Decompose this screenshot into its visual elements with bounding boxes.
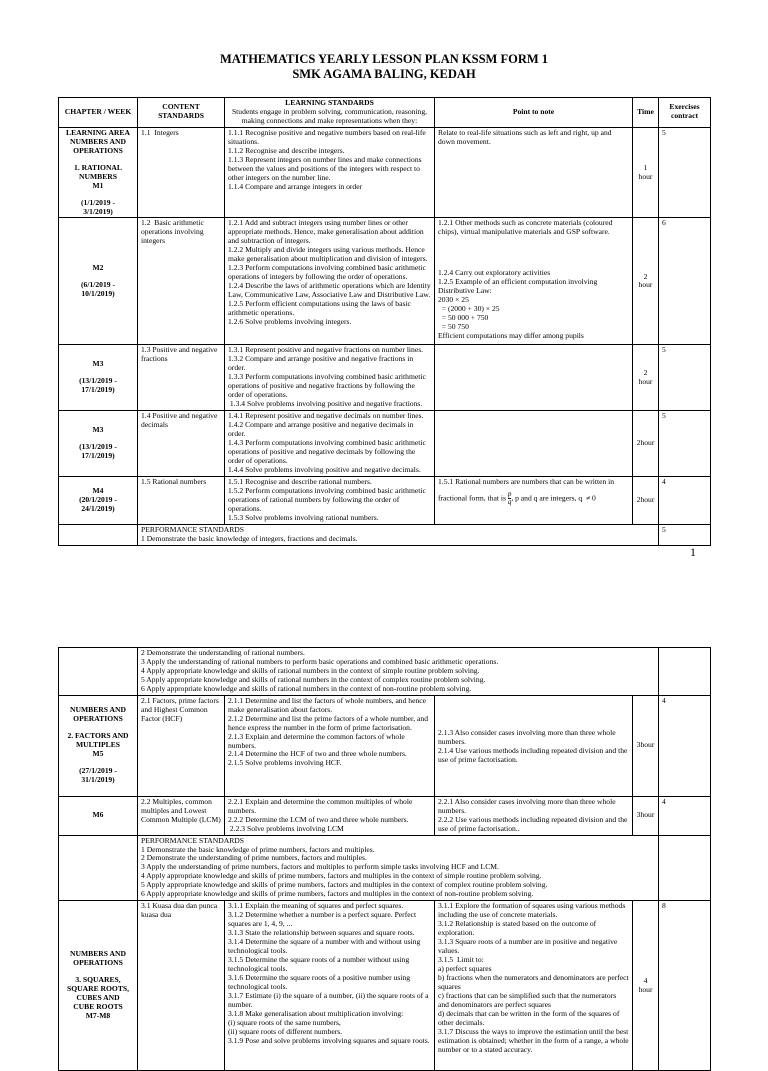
point-line: 1.2.1 Other methods such as concrete materials (coloured chips), virtual manipulative materials and GSP software. <box>438 218 615 237</box>
learning-standards-cell <box>225 218 435 345</box>
point-line: 3.1.5 Limit to: <box>438 954 484 964</box>
performance-standards-row <box>59 524 711 545</box>
point-line: 3.1.1 Explore the formation of squares using various methods including the use of concrete materials. <box>438 901 628 920</box>
learning-line: 3.1.6 Determine the square roots of a positive number using technological tools. <box>228 972 412 991</box>
header-content-standards: CONTENT STANDARDS <box>138 98 225 128</box>
learning-line: 1.4.3 Perform computations involving combined basic arithmetic operations of positive and negative decimals by following the order of operations. <box>228 438 428 465</box>
header-chapter: CHAPTER / WEEK <box>59 98 138 128</box>
chapter-line: M2 <box>92 263 104 273</box>
exercises-cell: 5 <box>659 127 711 218</box>
point-line <box>438 705 629 713</box>
performance-label: PERFORMANCE STANDARDS <box>141 835 244 845</box>
learning-standards-cell <box>225 411 435 477</box>
chapter-line: 24/1/2019) <box>81 503 115 513</box>
performance-line: 2 Demonstrate the understanding of rational numbers. <box>141 648 305 657</box>
point-line: 2.2.1 Also consider cases involving more than three whole numbers. <box>438 796 618 815</box>
content-standard-cell <box>138 476 225 524</box>
performance-empty-cell <box>59 835 138 901</box>
time-cell: 3hour <box>633 695 659 796</box>
learning-line: 3.1.9 Pose and solve problems involving squares and square roots. <box>228 1035 430 1045</box>
document-title: MATHEMATICS YEARLY LESSON PLAN KSSM FORM 1 <box>219 52 549 66</box>
point-to-note-cell <box>435 476 633 524</box>
point-line <box>438 491 629 506</box>
header-exercises: Exercises contract <box>659 98 711 128</box>
point-to-note-cell <box>435 695 633 796</box>
exercises-cell: 8 <box>659 901 711 1071</box>
performance-line: 6 Apply appropriate knowledge and skills of prime numbers, factors and multiples in the context of non-routine problem solving. <box>141 889 534 899</box>
performance-empty-cell <box>59 648 138 696</box>
chapter-line: 17/1/2019) <box>81 385 115 395</box>
time-cell: 3hour <box>633 796 659 835</box>
learning-line: 1.3.3 Perform computations involving combined basic arithmetic operations of positive and negative fractions by following the order of operations. <box>228 372 428 400</box>
content-line: 2.2 Multiples, common multiples and Lowest Common Multiple (LCM) <box>141 796 221 824</box>
point-line: 1.2.5 Example of an efficient computation involving Distributive Law: <box>438 277 600 296</box>
point-line: 2.2.2 Use various methods including repeated division and the use of prime factorisation.. <box>438 814 630 833</box>
learning-line: 1.3.2 Compare and arrange positive and negative fractions in order. <box>228 354 416 373</box>
point-line: 3.1.7 Discuss the ways to improve the estimation until the best estimation is obtained; whether in the form of a range, a whole number or to a stated accuracy. <box>438 1026 631 1054</box>
performance-line: 1 Demonstrate the basic knowledge of prime numbers, factors and multiples. <box>141 844 375 854</box>
learning-line: 3.1.7 Estimate (i) the square of a number, (ii) the square roots of a number. <box>228 990 431 1009</box>
point-line: 2.1.4 Use various methods including repeated division and the use of prime factorisation. <box>438 745 630 764</box>
chapter-line: M3 <box>92 425 104 435</box>
chapter-line: (20/1/2019 - <box>79 494 117 504</box>
learning-line: 3.1.5 Determine the square roots of a number without using technological tools. <box>228 954 412 973</box>
point-line: = 50 000 + 750 <box>438 313 489 323</box>
content-standard-cell <box>138 695 225 796</box>
content-line: 2.1 Factors, prime factors and Highest Common Factor (HCF) <box>141 695 221 723</box>
learning-standards-cell <box>225 476 435 524</box>
table-row <box>59 127 711 218</box>
performance-exercises-cell: 5 <box>659 524 711 545</box>
chapter-line: M4 <box>92 485 104 495</box>
table-header-row <box>59 98 711 128</box>
content-line: 1.2 Basic arithmetic operations involving integers <box>141 218 206 246</box>
performance-line: 5 Apply appropriate knowledge and skills of prime numbers, factors and multiples in the context of complex routine problem solving. <box>141 880 548 890</box>
table-row <box>59 695 711 796</box>
learning-line: 1.1.3 Represent integers on number lines and make connections between the values and positions of the integers with respect to other integers on the number line. <box>228 154 424 182</box>
point-line: 1.5.1 Rational numbers are numbers that can be written in <box>438 476 615 486</box>
performance-line: 6 Apply appropriate knowledge and skills of rational numbers in the context of non-routine problem solving. <box>141 683 472 693</box>
header-learning-title: LEARNING STANDARDS <box>285 98 374 107</box>
chapter-week-cell <box>59 127 138 218</box>
learning-line: 1.4.1 Represent positive and negative decimals on number lines. <box>228 411 424 421</box>
learning-line: (i) square roots of the same numbers, <box>228 1017 341 1027</box>
page-number: 1 <box>690 545 696 559</box>
learning-line: 1.4.4 Solve problems involving positive and negative decimals. <box>228 464 421 474</box>
content-standard-cell <box>138 218 225 345</box>
content-line: 1.1 Integers <box>141 127 179 137</box>
chapter-line: M5 <box>92 749 104 759</box>
point-text: , p and q are integers, q ≠ 0 <box>511 493 596 503</box>
content-line: 1.3 Positive and negative fractions <box>141 345 220 364</box>
performance-line: 3 Apply the understanding of prime numbers, factors and multiples to perform simple tasks involving HCF and LCM. <box>141 862 499 872</box>
chapter-line: 31/1/2019) <box>81 775 115 785</box>
point-line: 1.2.4 Carry out exploratory activities <box>438 268 551 278</box>
chapter-line: CUBE ROOTS <box>73 1002 123 1012</box>
performance-empty-cell <box>59 524 138 545</box>
performance-standards-cell <box>138 648 659 696</box>
learning-line: 2.2.1 Explain and determine the common multiples of whole numbers. <box>228 796 415 815</box>
lesson-plan-table-page1 <box>58 97 711 546</box>
learning-line: 1.2.3 Perform computations involving combined basic arithmetic operations of integers by following the order of operations. <box>228 263 428 282</box>
learning-line: 1.2.4 Describe the laws of arithmetic operations which are Identity Law, Communicative Law, Associative Law and Distributive Law. <box>228 281 433 300</box>
point-line: b) fractions when the numerators and denominators are perfect squares <box>438 972 631 991</box>
table-row <box>59 411 711 477</box>
learning-line: 1.2.1 Add and subtract integers using number lines or other appropriate methods. Hence, make generalisation about addition and subtraction of integers. <box>228 218 426 246</box>
learning-line: 2.1.2 Determine and list the prime factors of a whole number, and hence express the number in the form of prime factorisation. <box>228 713 430 732</box>
learning-line: 1.1.4 Compare and arrange integers in order <box>228 181 363 191</box>
fraction-denominator: q <box>507 497 512 506</box>
learning-line: 3.1.8 Make generalisation about multiplication involving: <box>228 1008 404 1018</box>
performance-exercises-cell <box>659 648 711 696</box>
learning-line: 1.3.1 Represent positive and negative fractions on number lines. <box>228 345 424 355</box>
table-row <box>59 476 711 524</box>
chapter-week-cell <box>59 411 138 477</box>
exercises-cell: 5 <box>659 345 711 411</box>
point-line: 2.1.3 Also consider cases involving more than three whole numbers. <box>438 727 618 746</box>
learning-line: 1.5.2 Perform computations involving combined basic arithmetic operations of rational numbers by following the order of operations. <box>228 485 428 513</box>
learning-line: 1.1.1 Recognise positive and negative numbers based on real-life situations. <box>228 127 428 146</box>
point-to-note-cell <box>435 218 633 345</box>
performance-line: 4 Apply appropriate knowledge and skills of rational numbers in the context of simple routine problem solving. <box>141 665 480 675</box>
chapter-line: M3 <box>92 359 104 369</box>
learning-line: 2.1.3 Explain and determine the common factors of whole numbers. <box>228 731 407 750</box>
learning-line: 2.1.5 Solve problems involving HCF. <box>228 758 342 768</box>
chapter-line: NUMBERS <box>79 171 117 181</box>
header-learning-standards <box>225 98 435 128</box>
chapter-week-cell <box>59 476 138 524</box>
performance-line: 1 Demonstrate the basic knowledge of integers, fractions and decimals. <box>141 533 358 543</box>
chapter-line: SQUARE ROOTS, <box>66 984 130 994</box>
content-standard-cell <box>138 127 225 218</box>
exercises-cell: 4 <box>659 695 711 796</box>
table-row <box>59 796 711 835</box>
point-text: fractional form, that is <box>438 493 508 503</box>
learning-line: 1.2.2 Multiply and divide integers using various methods. Hence make generalisation about multiplication and division of integers. <box>228 245 428 264</box>
point-line: Relate to real-life situations such as left and right, up and down movement. <box>438 127 614 146</box>
content-standard-cell <box>138 345 225 411</box>
learning-standards-cell <box>225 695 435 796</box>
point-to-note-cell <box>435 127 633 218</box>
performance-line: 4 Apply appropriate knowledge and skills of prime numbers, factors and multiples in the context of simple routine problem solving. <box>141 871 542 881</box>
chapter-line: CUBES AND <box>76 993 120 1003</box>
chapter-line: OPERATIONS <box>73 714 123 724</box>
exercises-cell: 4 <box>659 476 711 524</box>
learning-line: 2.2.2 Determine the LCM of two and three whole numbers. <box>228 814 409 824</box>
chapter-line: (6/1/2019 - <box>81 280 115 289</box>
performance-exercises-cell <box>659 835 711 901</box>
learning-line: 3.1.3 State the relationship between squares and square roots. <box>228 928 415 938</box>
chapter-line: (1/1/2019 - <box>81 197 115 207</box>
learning-line: 1.2.6 Solve problems involving integers. <box>228 316 352 326</box>
chapter-line: 1. RATIONAL <box>74 162 122 172</box>
chapter-week-cell <box>59 901 138 1071</box>
content-line: 3.1 Kuasa dua dan punca kuasa dua <box>141 901 220 920</box>
learning-line: 3.1.2 Determine whether a number is a perfect square. Perfect squares are 1, 4, 9, ... <box>228 910 418 929</box>
chapter-line: 17/1/2019) <box>81 450 115 460</box>
performance-label: PERFORMANCE STANDARDS <box>141 524 244 534</box>
performance-standards-row <box>59 648 711 696</box>
point-line: d) decimals that can be written in the form of the squares of other decimals. <box>438 1008 622 1027</box>
learning-standards-cell <box>225 796 435 835</box>
chapter-line: M1 <box>92 180 104 190</box>
learning-line: 2.1.4 Determine the HCF of two and three whole numbers. <box>228 749 407 759</box>
performance-standards-cell <box>138 524 659 545</box>
chapter-week-cell <box>59 218 138 345</box>
table-row <box>59 901 711 1071</box>
school-name: SMK AGAMA BALING, KEDAH <box>292 67 476 81</box>
chapter-line: NUMBERS AND <box>70 705 126 715</box>
content-line: 1.4 Positive and negative decimals <box>141 411 220 430</box>
header-point-to-note: Point to note <box>435 98 633 128</box>
chapter-week-cell <box>59 345 138 411</box>
point-line: = (2000 + 30) × 25 <box>438 304 500 314</box>
content-line: 1.5 Rational numbers <box>141 476 207 486</box>
table-row <box>59 345 711 411</box>
performance-standards-cell <box>138 835 659 901</box>
chapter-line: LEARNING AREA <box>66 127 130 137</box>
exercises-cell: 6 <box>659 218 711 345</box>
chapter-line: 3/1/2019) <box>83 206 113 216</box>
exercises-cell: 4 <box>659 796 711 835</box>
learning-line: 1.5.3 Solve problems involving rational numbers. <box>228 512 379 522</box>
time-cell: 2hour <box>633 476 659 524</box>
header-time: Time <box>633 98 659 128</box>
table-row <box>59 218 711 345</box>
time-cell: 1 hour <box>633 127 659 218</box>
chapter-line: MULTIPLES <box>75 740 121 750</box>
chapter-line: 2. FACTORS AND <box>67 731 129 741</box>
chapter-line: 10/1/2019) <box>81 288 115 298</box>
point-line: c) fractions that can be simplified such that the numerators and denominators are perfect squares <box>438 990 619 1009</box>
chapter-line: 3. SQUARES, <box>75 975 121 985</box>
learning-standards-cell <box>225 345 435 411</box>
chapter-week-cell <box>59 796 138 835</box>
point-line <box>438 253 629 261</box>
time-cell: 2 hour <box>633 218 659 345</box>
point-line <box>438 245 629 253</box>
learning-line: (ii) square roots of different numbers. <box>228 1026 343 1036</box>
point-line: 3.1.2 Relationship is stated based on the outcome of exploration. <box>438 919 599 938</box>
learning-line: 1.3.4 Solve problems involving positive and negative fractions. <box>228 399 423 409</box>
performance-standards-row <box>59 835 711 901</box>
learning-line: 2.1.1 Determine and list the factors of whole numbers, and hence make generalisation about factors. <box>228 695 428 714</box>
point-line <box>438 713 629 721</box>
chapter-line: OPERATIONS <box>73 958 123 968</box>
point-to-note-cell <box>435 901 633 1071</box>
chapter-line: NUMBERS AND <box>70 136 126 146</box>
performance-line: 3 Apply the understanding of rational numbers to perform basic operations and combined basic arithmetic operations. <box>141 656 499 666</box>
performance-line: 2 Demonstrate the understanding of prime numbers, factors and multiples. <box>141 853 367 863</box>
chapter-line: (13/1/2019 - <box>79 442 117 452</box>
point-to-note-cell <box>435 796 633 835</box>
learning-line: 3.1.4 Determine the square of a number with and without using technological tools. <box>228 937 423 956</box>
header-learning-sub: Students engage in problem solving, communication, reasoning, making connections and make representations when they: <box>231 106 429 125</box>
time-cell: 2 hour <box>633 345 659 411</box>
chapter-line: OPERATIONS <box>73 145 123 155</box>
learning-line: 1.1.2 Recognise and describe integers. <box>228 145 345 155</box>
chapter-line: (27/1/2019 - <box>79 766 117 776</box>
learning-line: 2.2.3 Solve problems involving LCM <box>228 823 344 833</box>
chapter-line: NUMBERS AND <box>70 949 126 959</box>
performance-line: 5 Apply appropriate knowledge and skills of rational numbers in the context of complex routine problem solving. <box>141 674 486 684</box>
point-line: 2030 × 25 <box>438 295 469 305</box>
time-cell: 2hour <box>633 411 659 477</box>
content-standard-cell <box>138 901 225 1071</box>
learning-standards-cell <box>225 901 435 1071</box>
learning-line: 3.1.1 Explain the meaning of squares and perfect squares. <box>228 901 404 911</box>
content-standard-cell <box>138 411 225 477</box>
content-standard-cell <box>138 796 225 835</box>
lesson-plan-table-page2 <box>58 647 711 1071</box>
chapter-line: (13/1/2019 - <box>79 376 117 386</box>
learning-line: 1.4.2 Compare and arrange positive and negative decimals in order. <box>228 420 416 439</box>
point-to-note-cell <box>435 411 633 477</box>
learning-line: 1.2.5 Perform efficient computations using the laws of basic arithmetic operations. <box>228 299 413 318</box>
exercises-cell: 5 <box>659 411 711 477</box>
chapter-week-cell <box>59 695 138 796</box>
fraction-numerator: p <box>507 489 512 498</box>
chapter-line: M7-M8 <box>85 1011 111 1021</box>
chapter-line: M6 <box>92 810 104 820</box>
point-line: = 50 750 <box>438 322 469 332</box>
point-line: a) perfect squares <box>438 963 492 973</box>
point-line: Efficient computations may differ among pupils <box>438 331 584 341</box>
learning-standards-cell <box>225 127 435 218</box>
time-cell: 4 hour <box>633 901 659 1071</box>
point-line: 3.1.3 Square roots of a number are in positive and negative values. <box>438 937 620 956</box>
learning-line: 1.5.1 Recognise and describe rational numbers. <box>228 476 372 486</box>
point-to-note-cell <box>435 345 633 411</box>
point-line <box>438 697 629 705</box>
point-line <box>438 237 629 245</box>
